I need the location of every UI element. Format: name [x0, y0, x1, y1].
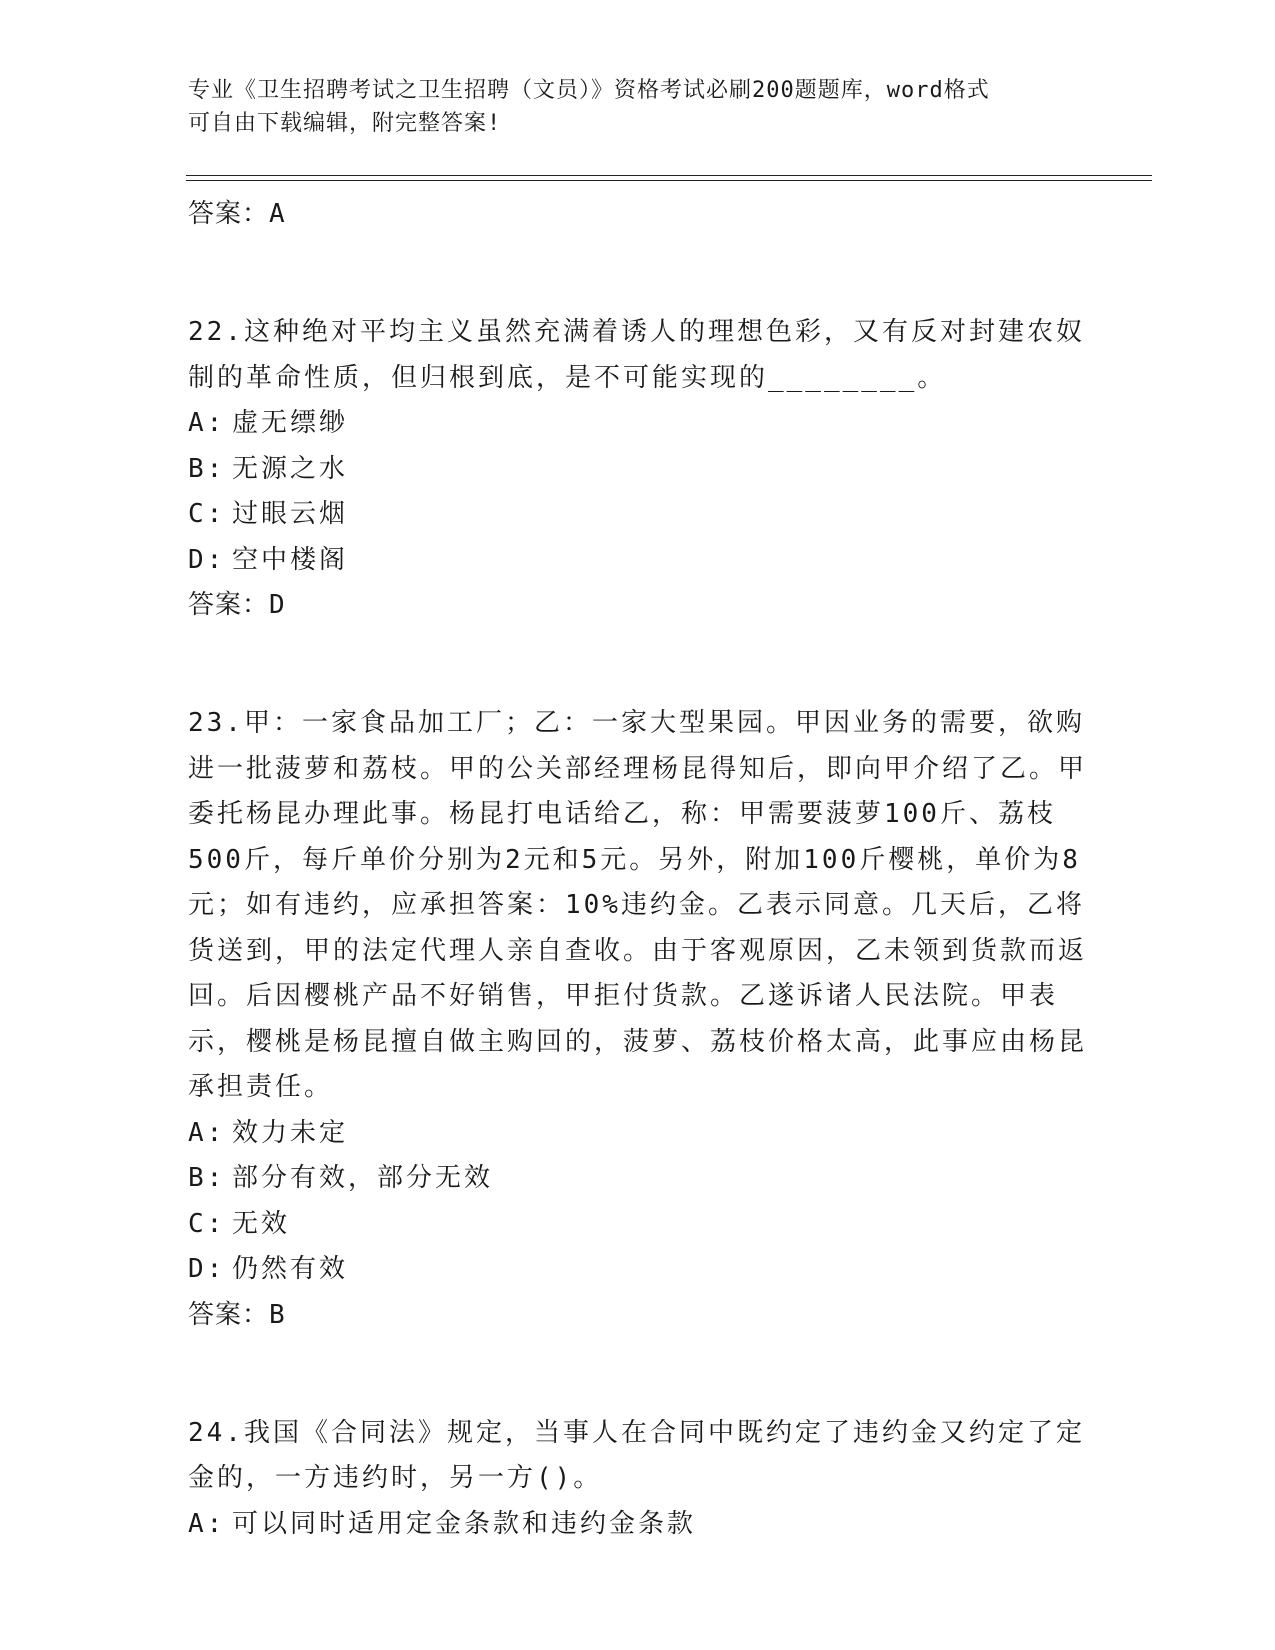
option-text: 效力未定	[232, 1117, 349, 1148]
answer-value: A	[269, 199, 286, 229]
question-22	[188, 310, 1088, 627]
option-letter: A:	[188, 1117, 226, 1148]
option-letter: D:	[188, 1254, 226, 1284]
header-line-2: 可自由下载编辑，附完整答案!	[188, 111, 502, 136]
option-a	[188, 1502, 1088, 1548]
option-letter: D:	[188, 544, 226, 575]
option-letter: C:	[188, 499, 226, 529]
option-d	[188, 1247, 1088, 1293]
option-letter: A:	[188, 1508, 226, 1539]
header-divider	[186, 175, 1152, 181]
option-c	[188, 1202, 1088, 1248]
option-text: 虚无缥缈	[232, 408, 349, 438]
option-text: 可以同时适用定金条款和违约金条款	[232, 1508, 697, 1539]
question-stem: 23.甲：一家食品加工厂；乙：一家大型果园。甲因业务的需要，欲购进一批菠萝和荔枝。甲的公关部经理杨昆得知后，即向甲介绍了乙。甲委托杨昆办理此事。杨昆打电话给乙，称：甲需要菠萝100斤、荔枝500斤，每斤单价分别为2元和5元。另外，附加100斤樱桃，单价为8元；如有违约，应承担答案：10%违约金。乙表示同意。几天后，乙将货送到，甲的法定代理人亲自查收。由于客观原因，乙未领到货款而返回。后因樱桃产品不好销售，甲拒付货款。乙遂诉诸人民法院。甲表示，樱桃是杨昆擅自做主购回的，菠萝、荔枝价格太高，此事应由杨昆承担责任。	[188, 708, 1088, 1102]
header-line-1: 专业《卫生招聘考试之卫生招聘（文员）》资格考试必刷200题题库，word格式	[188, 78, 990, 103]
answer-value: D	[269, 590, 286, 620]
option-text: 无源之水	[232, 453, 349, 484]
option-letter: B:	[188, 453, 226, 484]
option-b	[188, 1156, 1088, 1202]
question-23	[188, 701, 1088, 1337]
question-24	[188, 1411, 1088, 1548]
answer-label: 答案：	[188, 1299, 270, 1330]
answer-line	[188, 583, 1088, 627]
option-a	[188, 1111, 1088, 1157]
answer-line	[188, 1293, 1088, 1337]
page-header	[188, 74, 1068, 140]
option-text: 空中楼阁	[232, 544, 349, 575]
answer-label: 答案：	[188, 199, 270, 229]
option-text: 过眼云烟	[232, 499, 349, 529]
question-stem: 22.这种绝对平均主义虽然充满着诱人的理想色彩，又有反对封建农奴制的革命性质，但归根到底，是不可能实现的________。	[188, 317, 1085, 393]
option-b	[188, 447, 1088, 493]
option-c	[188, 492, 1088, 538]
option-text: 无效	[232, 1208, 291, 1239]
option-letter: B:	[188, 1163, 226, 1193]
option-a	[188, 401, 1088, 447]
option-letter: C:	[188, 1208, 226, 1239]
option-d	[188, 538, 1088, 584]
answer-value: B	[269, 1299, 286, 1330]
option-text: 仍然有效	[232, 1254, 349, 1284]
document-body	[188, 192, 1088, 1547]
option-text: 部分有效，部分无效	[232, 1163, 494, 1193]
answer-label: 答案：	[188, 590, 270, 620]
option-letter: A:	[188, 408, 226, 438]
question-stem: 24.我国《合同法》规定，当事人在合同中既约定了违约金又约定了定金的，一方违约时，另一方()。	[188, 1417, 1085, 1493]
answer-line	[188, 192, 1088, 236]
